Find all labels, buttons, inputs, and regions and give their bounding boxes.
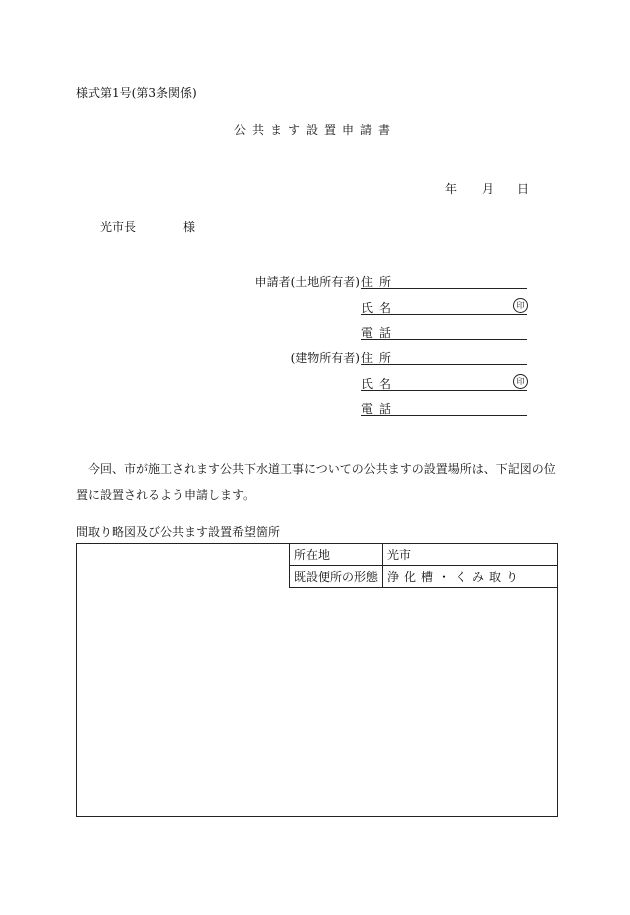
location-label: 所在地: [289, 544, 382, 566]
toilet-type-value: 浄化槽・くみ取り: [383, 566, 558, 588]
date-month-label: 月: [482, 182, 495, 196]
land-owner-name-label: 氏名: [361, 301, 398, 315]
land-owner-address-label: 住所: [361, 275, 398, 289]
building-owner-name-label: 氏名: [361, 377, 398, 391]
land-owner-address-field[interactable]: [361, 288, 527, 289]
table-row: [289, 544, 557, 566]
addressee-name: 光市長: [100, 220, 137, 234]
date-year-label: 年: [445, 182, 458, 196]
land-owner-role: 申請者(土地所有者): [254, 275, 360, 289]
building-owner-address-label: 住所: [361, 351, 398, 365]
land-owner-name-field[interactable]: [361, 314, 527, 315]
land-owner-phone-label: 電話: [361, 326, 398, 340]
location-value: 光市: [383, 544, 558, 566]
map-caption: 間取り略図及び公共ます設置希望箇所: [76, 525, 281, 539]
date-day-label: 日: [517, 182, 530, 196]
building-owner-phone-label: 電話: [361, 402, 398, 416]
land-owner-phone-field[interactable]: [361, 339, 527, 340]
seal-mark-icon: 印: [513, 374, 528, 389]
building-owner-phone-field[interactable]: [361, 415, 527, 416]
document-title: 公共ます設置申請書: [233, 123, 396, 137]
map-drawing-area[interactable]: [76, 543, 558, 817]
building-owner-address-field[interactable]: [361, 364, 527, 365]
building-owner-role: (建物所有者): [290, 351, 360, 365]
building-owner-name-field[interactable]: [361, 390, 527, 391]
addressee-honorific: 様: [183, 220, 196, 234]
form-number: 様式第1号(第3条関係): [76, 86, 197, 100]
property-info-table: [289, 543, 558, 588]
application-statement: 今回、市が施工されます公共下水道工事についての公共ますの設置場所は、下記図の位置に設置されるよう申請します。: [76, 462, 556, 502]
table-row: [289, 566, 557, 588]
seal-mark-icon: 印: [513, 298, 528, 313]
toilet-type-label: 既設便所の形態: [289, 566, 382, 588]
